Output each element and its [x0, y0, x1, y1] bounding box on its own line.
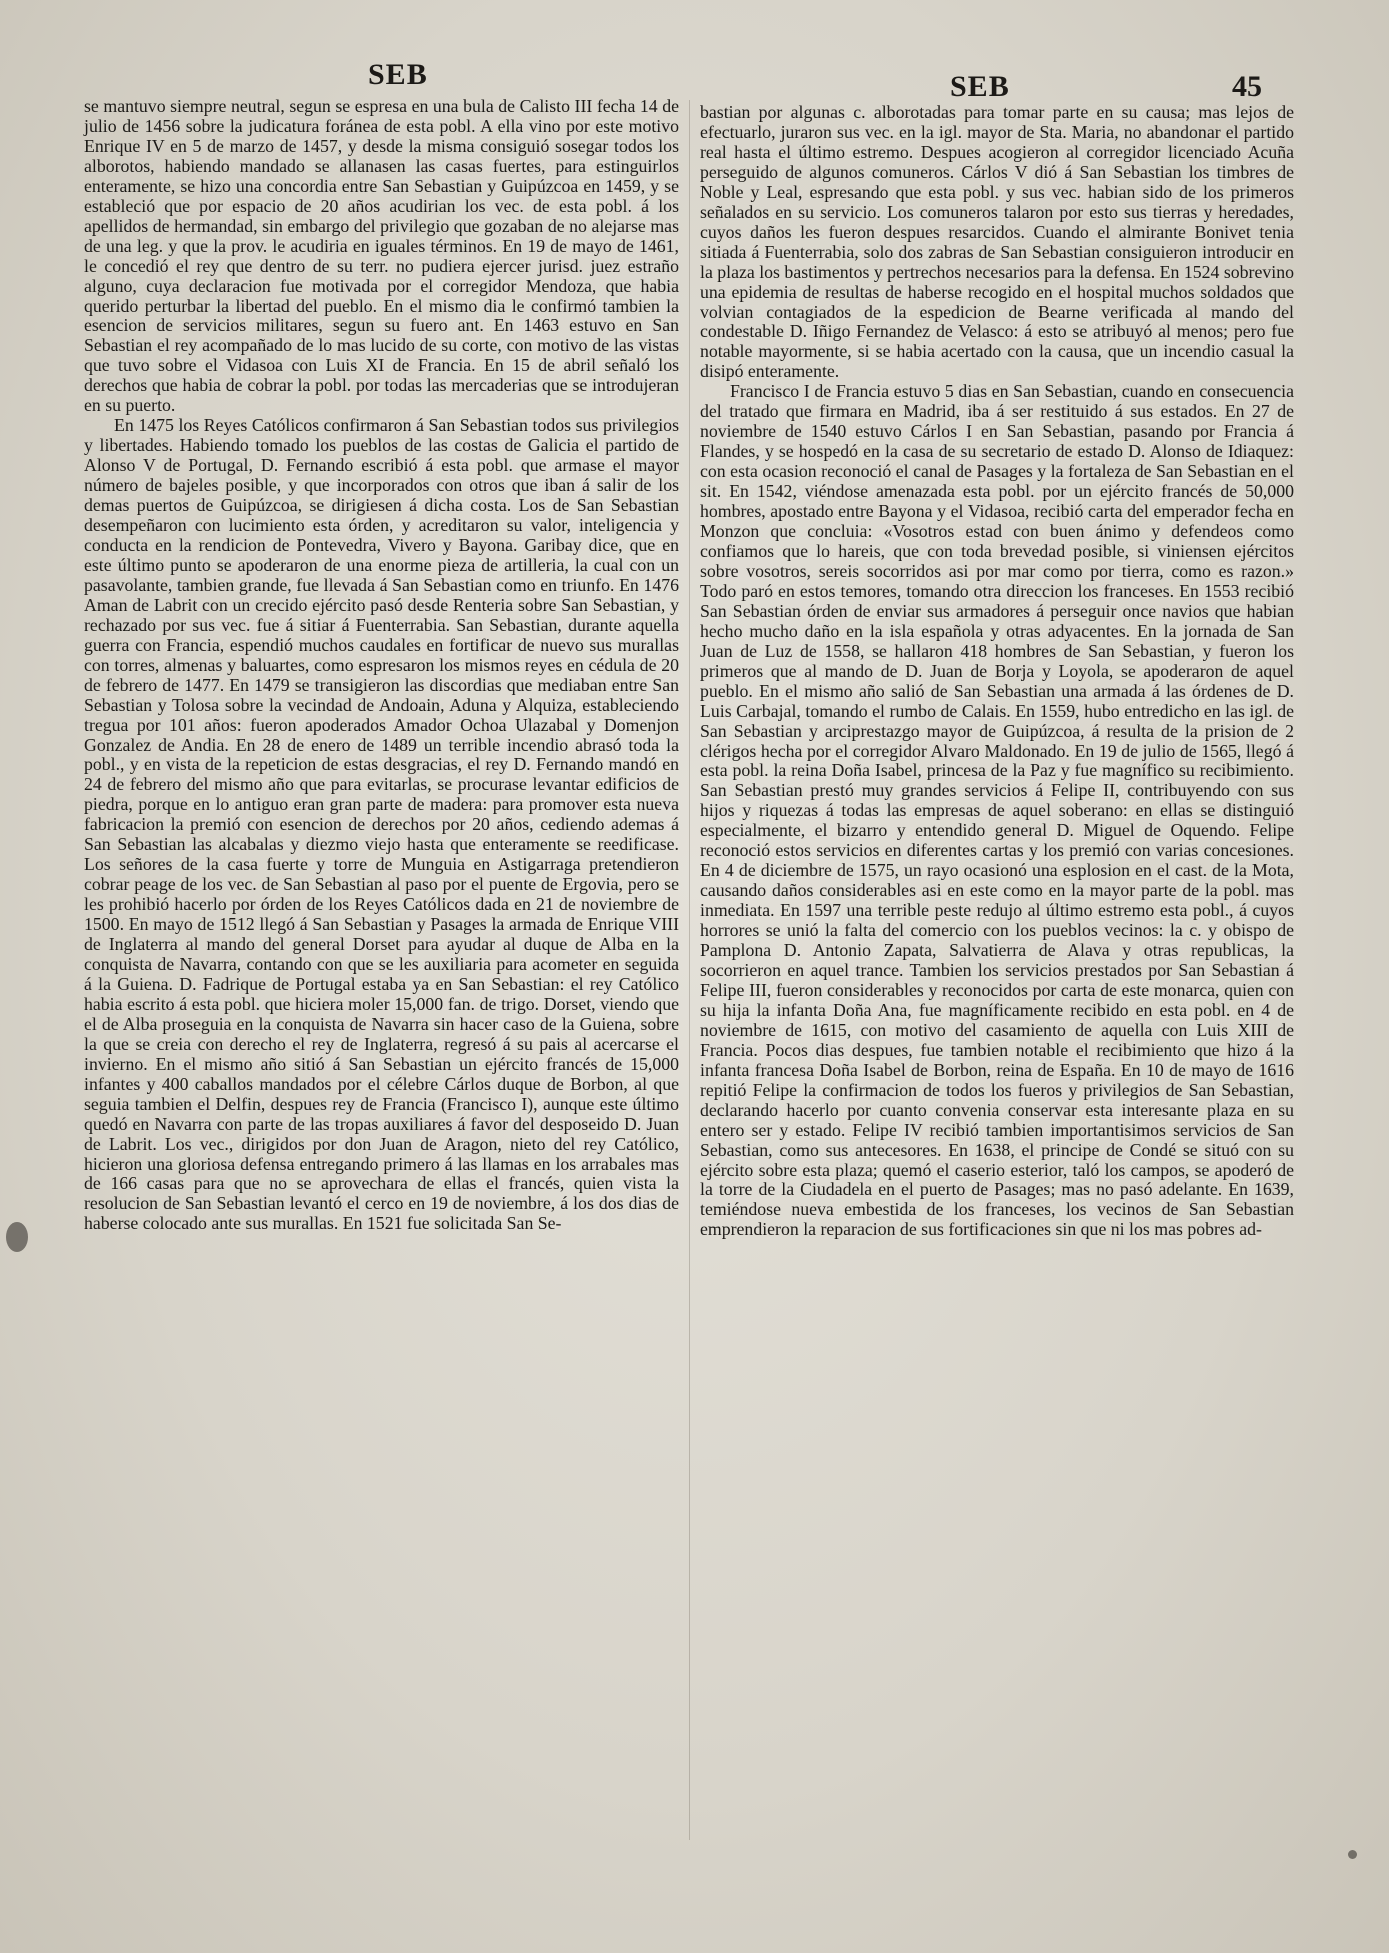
left-paragraph-1: se mantuvo siempre neutral, segun se espresa en una bula de Calisto III fecha 14 de julio de 1456 sobre la judicatura foránea de esta pobl. A ella vino por este motivo Enrique IV en 5 de marzo de 1457, y desde la misma consiguió sosegar todos los alborotos, habiendo mandado se allanasen las casas fuertes, para estinguirlos enteramente, se hizo una concordia entre San Sebastian y Guipúzcoa en 1459, y se estableció que por espacio de 20 años acudirian los vec. de esta pobl. á los apellidos de hermandad, sin embargo del privilegio que gozaban de no alejarse mas de una leg. y que la prov. le acudiria en iguales términos. En 19 de mayo de 1461, le concedió el rey que dentro de su terr. no pudiera ejercer jurisd. juez estraño alguno, cuya declaracion fue motivada por el corregidor Mendoza, que habia querido perturbar la libertad del pueblo. En el mismo dia le confirmó tambien la esencion de servicios militares, segun su fuero ant. En 1463 estuvo en San Sebastian el rey acompañado de lo mas lucido de su corte, con motivo de las vistas que tuvo sobre el Vidasoa con Luis XI de Francia. En 15 de abril señaló los derechos que habia de cobrar la pobl. por todas las mercaderias que se introdujeran en su puerto. — [84, 96, 679, 416]
running-head-left: SEB — [368, 58, 428, 91]
ink-dot-mark — [1348, 1850, 1357, 1859]
running-head-right: SEB — [950, 70, 1010, 103]
right-paragraph-1: bastian por algunas c. alborotadas para tomar parte en su causa; mas lejos de efectuarlo, juraron sus vec. en la igl. mayor de Sta. Maria, no abandonar el partido real hasta el último estremo. Despues acogieron al corregidor licenciado Acuña perseguido de algunos comuneros. Cárlos V dió á San Sebastian los timbres de Noble y Leal, espresando que esta pobl. y sus vec. habian sido de los primeros señalados en su servicio. Los comuneros talaron por esto sus tierras y heredades, cuyos daños les fueron despues resarcidos. Cuando el almirante Bonivet tenia sitiada á Fuenterrabia, solo dos zabras de San Sebastian consiguieron introducir en la plaza los bastimentos y pertrechos necesarios para la defensa. En 1524 sobrevino una epidemia de resultas de haberse recogido en el hospital muchos soldados que volvian contagiados de la espedicion de Bearne verificada al mando del condestable D. Iñigo Fernandez de Velasco: á esto se atribuyó al menos; pero fue notable mayormente, si se habia acertado con la causa, que un incendio casual la disipó enteramente. — [700, 102, 1294, 382]
right-paragraph-2: Francisco I de Francia estuvo 5 dias en San Sebastian, cuando en consecuencia del tratado que firmara en Madrid, iba á ser restituido á sus estados. En 27 de noviembre de 1540 estuvo Cárlos I en San Sebastian, pasando por Francia á Flandes, y se hospedó en la casa de su secretario de estado D. Alonso de Idiaquez: con esta ocasion reconoció el canal de Pasages y la fortaleza de San Sebastian en el sit. En 1542, viéndose amenazada esta pobl. por un ejército francés de 50,000 hombres, apostado entre Bayona y el Vidasoa, recibió carta del emperador fecha en Monzon que concluia: «Vosotros estad con buen ánimo y defendeos como confiamos que lo hareis, que con toda brevedad posible, si viniensen ejércitos sobre vosotros, sereis socorridos asi por mar como por tierra, como es razon.» Todo paró en estos temores, tomando otra direccion los franceses. En 1553 recibió San Sebastian órden de enviar sus armadores á perseguir once navios que habian hecho mucho daño en la isla española y otras adyacentes. En la jornada de San Juan de Luz de 1558, se hallaron 418 hombres de San Sebastian, y fueron los primeros que al mando de D. Juan de Borja y Loyola, se apoderaron de aquel pueblo. En el mismo año salió de San Sebastian una armada á las órdenes de D. Luis Carbajal, tomando el rumbo de Calais. En 1559, hubo entredicho en las igl. de San Sebastian y arciprestazgo mayor de Guipúzcoa, á resulta de la prision de 2 clérigos hecha por el corregidor Alvaro Maldonado. En 19 de julio de 1565, llegó á esta pobl. la reina Doña Isabel, princesa de la Paz y fue magnífico su recibimiento. San Sebastian prestó muy grandes servicios á Felipe II, contribuyendo con sus hijos y riquezas á todas las empresas de aquel soberano: en ellas se distinguió especialmente, el bizarro y entendido general D. Miguel de Oquendo. Felipe reconoció estos servicios en diferentes cartas y los premió con varias concesiones. En 4 de diciembre de 1575, un rayo ocasionó una esplosion en el cast. de la Mota, causando daños considerables asi en este como en la mayor parte de la pobl. mas inmediata. En 1597 una terrible peste redujo al último estremo esta pobl., á cuyos horrores se unió la falta del comercio con los pueblos vecinos: la c. y obispo de Pamplona D. Antonio Zapata, Salvatierra de Alava y otras republicas, la socorrieron en aquel trance. Tambien los servicios prestados por San Sebastian á Felipe III, fueron considerables y reconocidos por carta de este monarca, quien con su hija la infanta Doña Ana, fue magníficamente recibido en esta pobl. en 4 de noviembre de 1615, con motivo del casamiento de aquella con Luis XIII de Francia. Pocos dias despues, fue tambien notable el recibimiento que hizo á la infanta francesa Doña Isabel de Borbon, reina de España. En 10 de mayo de 1616 repitió Felipe la confirmacion de todos los fueros y privilegios de San Sebastian, declarando hacerlo por cuanto convenia conservar esta interesante plaza en su entero ser y estado. Felipe IV recibió tambien importantisimos servicios de San Sebastian, como sus antecesores. En 1638, el principe de Condé se situó con su ejército sobre esta plaza; quemó el caserio esterior, taló los campos, se apoderó de la torre de la Ciudadela en el puerto de Pasages; mas no pasó adelante. En 1639, temiéndose nueva embestida de los franceses, los vecinos de San Sebastian emprendieron la reparacion de sus fortificaciones sin que ni los mas pobres ad- — [700, 381, 1294, 1240]
left-paragraph-2: En 1475 los Reyes Católicos confirmaron á San Sebastian todos sus privilegios y libertades. Habiendo tomado los pueblos de las costas de Galicia el partido de Alonso V de Portugal, D. Fernando escribió á esta pobl. que armase el mayor número de bajeles posible, y que incorporados con otros que iban á salir de los demas puertos de Guipúzcoa, se dirigiesen á dicha costa. Los de San Sebastian desempeñaron con lucimiento esta órden, y acreditaron su valor, inteligencia y conducta en la rendicion de Pontevedra, Vivero y Bayona. Garibay dice, que en este último punto se apoderaron de una enorme pieza de artilleria, la cual con un pasavolante, tambien grande, fue llevada á San Sebastian como en triunfo. En 1476 Aman de Labrit con un crecido ejército pasó desde Renteria sobre San Sebastian, y rechazado por sus vec. fue á sitiar á Fuenterrabia. San Sebastian, durante aquella guerra con Francia, espendió muchos caudales en fortificar de nuevo sus murallas con torres, almenas y baluartes, como espresaron los mismos reyes en cédula de 20 de febrero de 1477. En 1479 se transigieron las discordias que mediaban entre San Sebastian y Tolosa sobre la vecindad de Andoain, Aduna y Alquiza, estableciendo tregua por 101 años: fueron apoderados Amador Ochoa Ulazabal y Domenjon Gonzalez de Andia. En 28 de enero de 1489 un terrible incendio abrasó toda la pobl., y en vista de la repeticion de estas desgracias, el rey D. Fernando mandó en 24 de febrero del mismo año que para evitarlas, se procurase levantar edificios de piedra, porque en lo antiguo eran gran parte de madera: para promover esta nueva fabricacion la premió con esencion de derechos por 20 años, cediendo ademas á San Sebastian las alcabalas y diezmo viejo hasta que enteramente se reedificase. Los señores de la casa fuerte y torre de Munguia en Astigarraga pretendieron cobrar peage de los vec. de San Sebastian al paso por el puente de Ergovia, pero se les prohibió hacerlo por órden de los Reyes Católicos dada en 21 de noviembre de 1500. En mayo de 1512 llegó á San Sebastian y Pasages la armada de Enrique VIII de Inglaterra al mando del general Dorset para ayudar al duque de Alba en la conquista de Navarra, contando con que se les auxiliaria para acometer en seguida á la Guiena. D. Fadrique de Portugal estaba ya en San Sebastian: el rey Católico habia escrito á esta pobl. que hiciera moler 15,000 fan. de trigo. Dorset, viendo que el de Alba proseguia en la conquista de Navarra sin hacer caso de la Guiena, sobre la que se creia con derecho el rey de Inglaterra, regresó á su pais al acercarse el invierno. En el mismo año sitió á San Sebastian un ejército francés de 15,000 infantes y 400 caballos mandados por el célebre Cárlos duque de Borbon, al que seguia tambien el Delfin, despues rey de Francia (Francisco I), aunque este último quedó en Navarra con parte de las tropas auxiliares á favor del desposeido D. Juan de Labrit. Los vec., dirigidos por don Juan de Aragon, nieto del rey Católico, hicieron una gloriosa defensa entregando primero á las llamas en los arrabales mas de 166 casas para que no se aprovechara de ellas el francés, quien vista la resolucion de San Sebastian levantó el cerco en 19 de noviembre, á los dos dias de haberse colocado ante sus murallas. En 1521 fue solicitada San Se- — [84, 415, 679, 1234]
ink-blot-mark — [6, 1222, 28, 1252]
left-column — [84, 97, 679, 1847]
column-divider — [689, 100, 690, 1840]
right-column — [700, 103, 1294, 1853]
page-number: 45 — [1232, 70, 1262, 103]
